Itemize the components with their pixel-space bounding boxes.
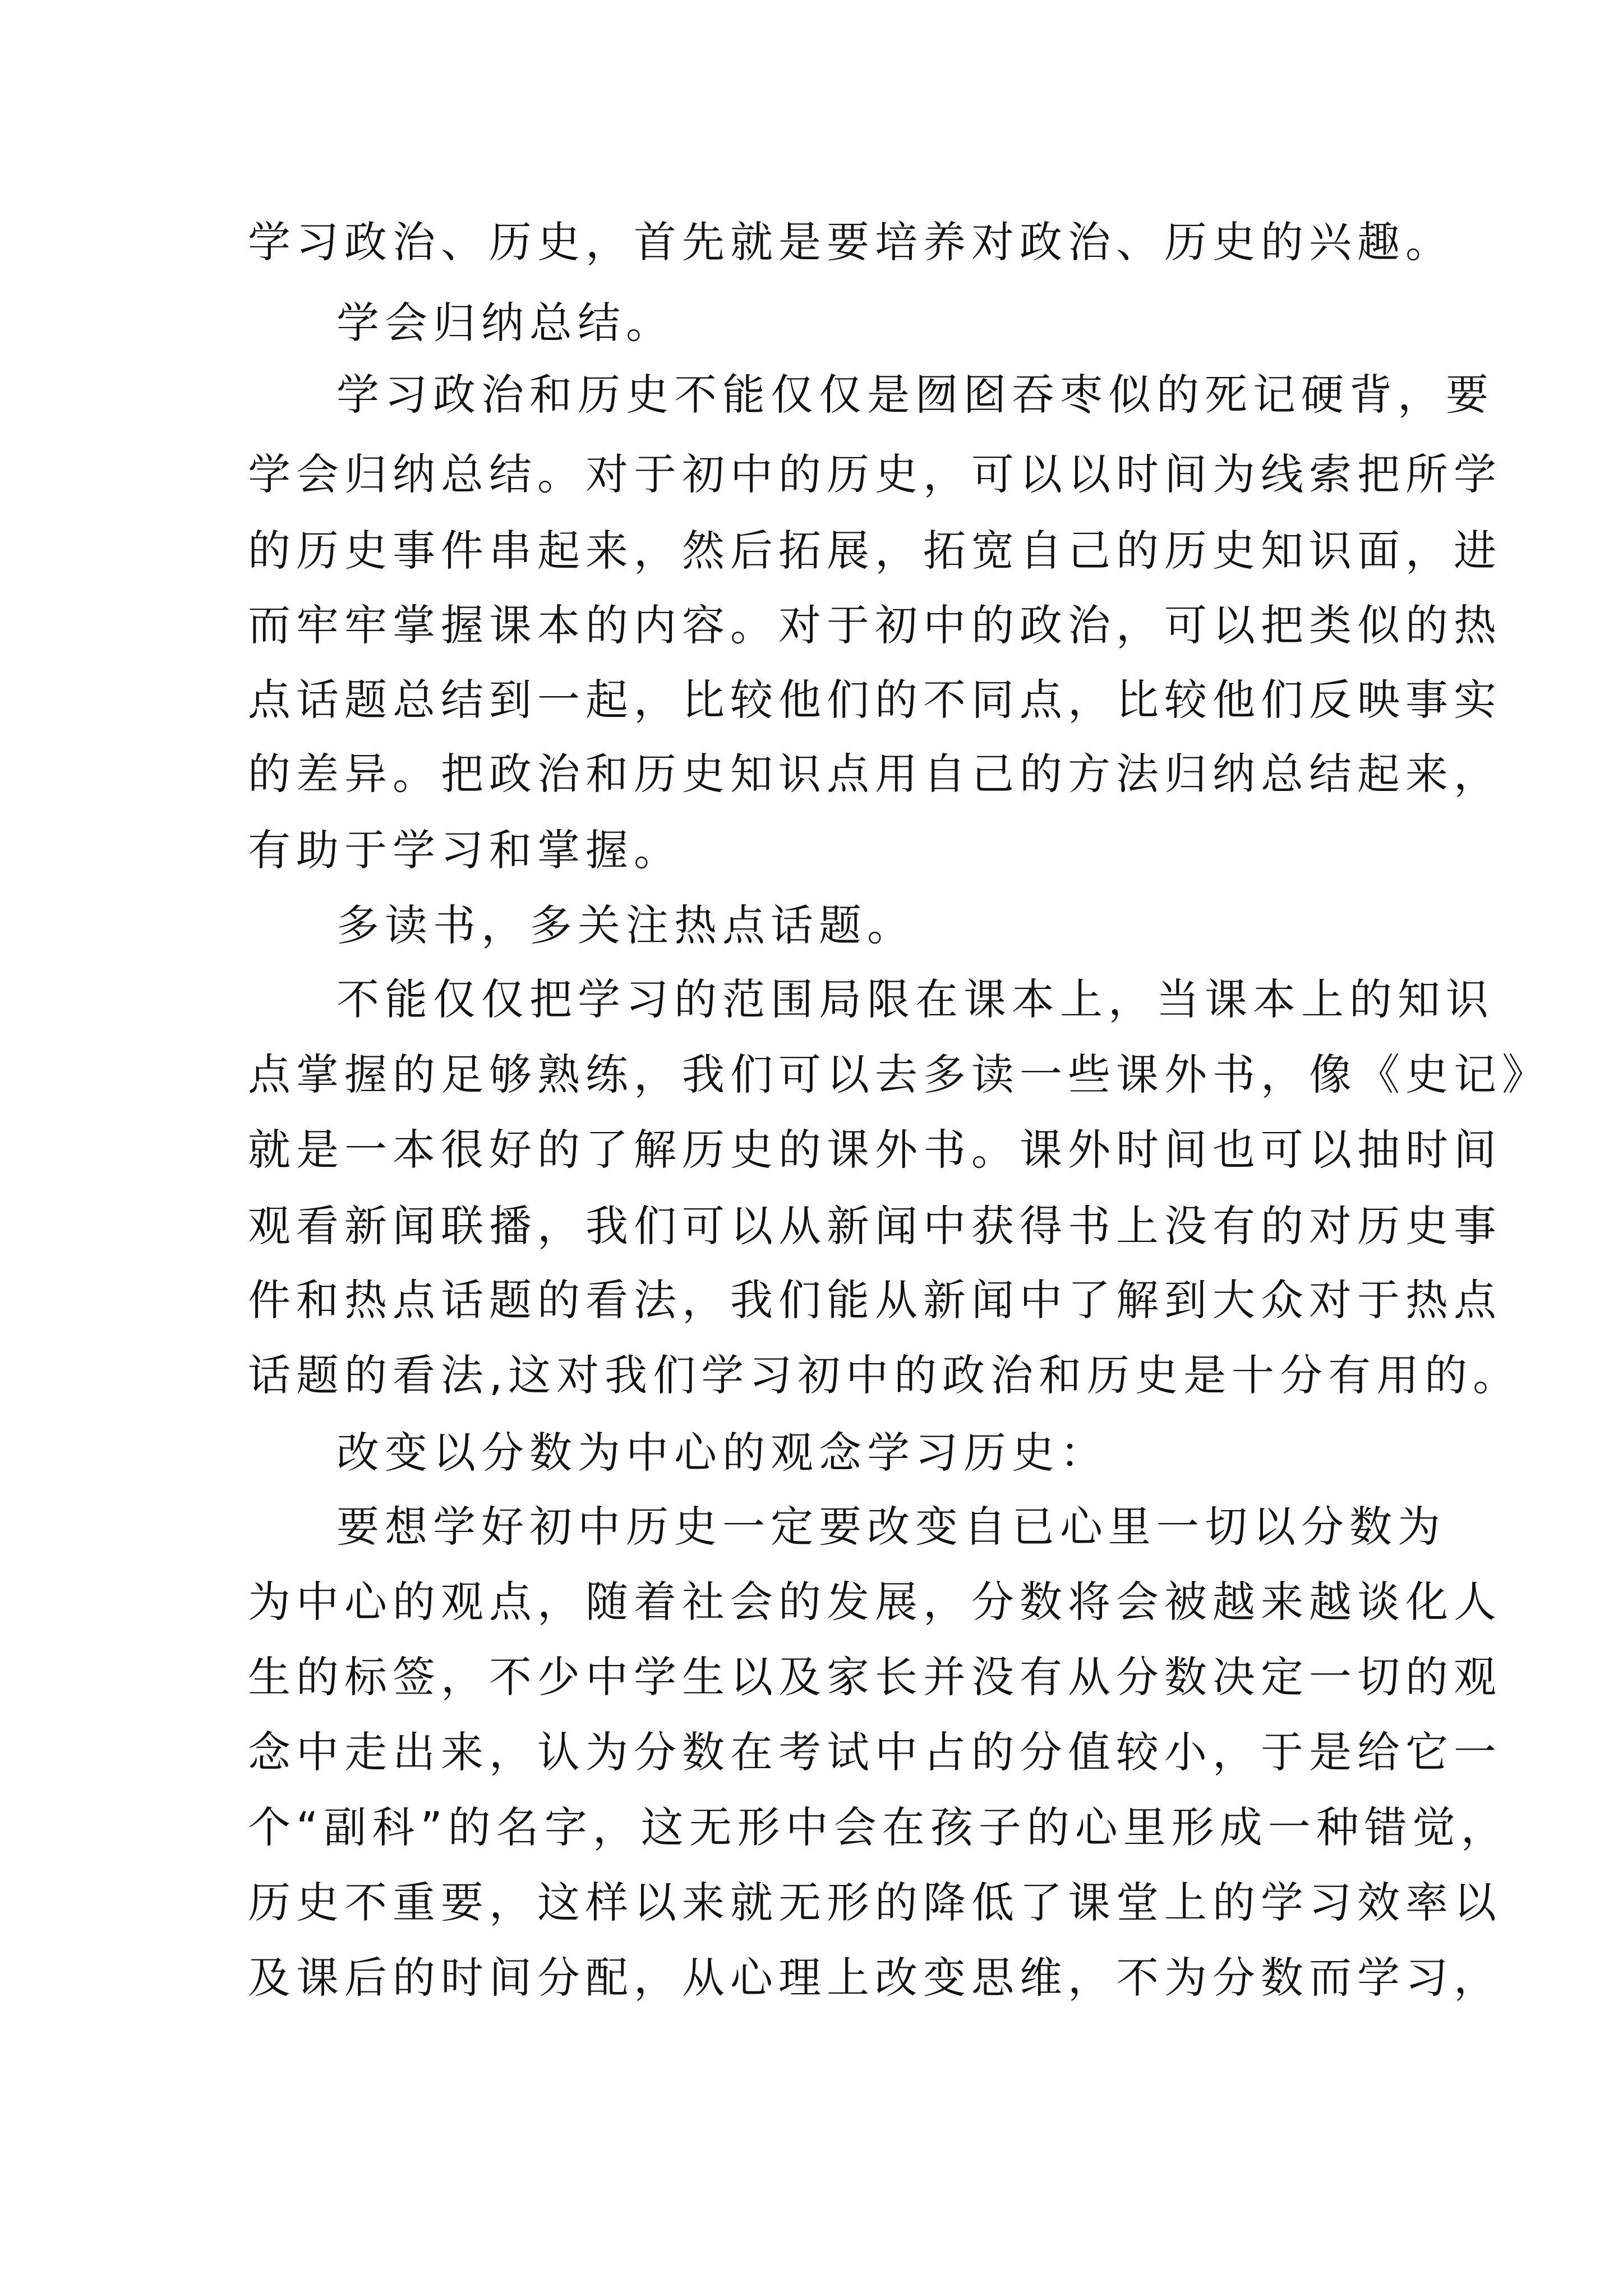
text-line: 为中心的观点，随着社会的发展，分数将会被越来越谈化人 (248, 1577, 1502, 1627)
text-line: 及课后的时间分配，从心理上改变思维，不为分数而学习， (248, 1953, 1502, 2003)
text-line: 就是一本很好的了解历史的课外书。课外时间也可以抽时间 (248, 1125, 1502, 1175)
text-line: 学习政治和历史不能仅仅是囫囵吞枣似的死记硬背，要 (336, 370, 1494, 420)
text-line: 学会归纳总结。对于初中的历史，可以以时间为线索把所学 (248, 449, 1502, 499)
text-line: 话题的看法,这对我们学习初中的政治和历史是十分有用的。 (248, 1350, 1521, 1400)
text-line: 的历史事件串起来，然后拓展，拓宽自己的历史知识面，进 (248, 526, 1502, 576)
text-line: 的差异。把政治和历史知识点用自己的方法归纳总结起来， (248, 749, 1502, 799)
text-line: 观看新闻联播，我们可以从新闻中获得书上没有的对历史事 (248, 1201, 1502, 1251)
text-line: 历史不重要，这样以来就无形的降低了课堂上的学习效率以 (248, 1878, 1502, 1927)
text-line: 生的标签，不少中学生以及家长并没有从分数决定一切的观 (248, 1652, 1502, 1702)
text-line: 点掌握的足够熟练，我们可以去多读一些课外书，像《史记》 (248, 1050, 1550, 1099)
section-heading: 多读书，多关注热点话题。 (336, 900, 915, 950)
text-line: 点话题总结到一起，比较他们的不同点，比较他们反映事实 (248, 675, 1502, 725)
text-line: 而牢牢掌握课本的内容。对于初中的政治，可以把类似的热 (248, 600, 1502, 650)
text-line: 念中走出来，认为分数在考试中占的分值较小，于是给它一 (248, 1727, 1502, 1777)
text-line: 件和热点话题的看法，我们能从新闻中了解到大众对于热点 (248, 1275, 1502, 1325)
text-line: 有助于学习和掌握。 (248, 825, 682, 875)
text-line: 要想学好初中历史一定要改变自已心里一切以分数为 (336, 1502, 1446, 1552)
section-heading: 改变以分数为中心的观念学习历史： (336, 1428, 1108, 1478)
section-heading: 学会归纳总结。 (336, 298, 674, 348)
text-line: 学习政治、历史，首先就是要培养对政治、历史的兴趣。 (248, 217, 1454, 267)
text-line: 个“副科”的名字，这无形中会在孩子的心里形成一种错觉， (248, 1802, 1509, 1852)
text-line: 不能仅仅把学习的范围局限在课本上，当课本上的知识 (336, 974, 1494, 1024)
